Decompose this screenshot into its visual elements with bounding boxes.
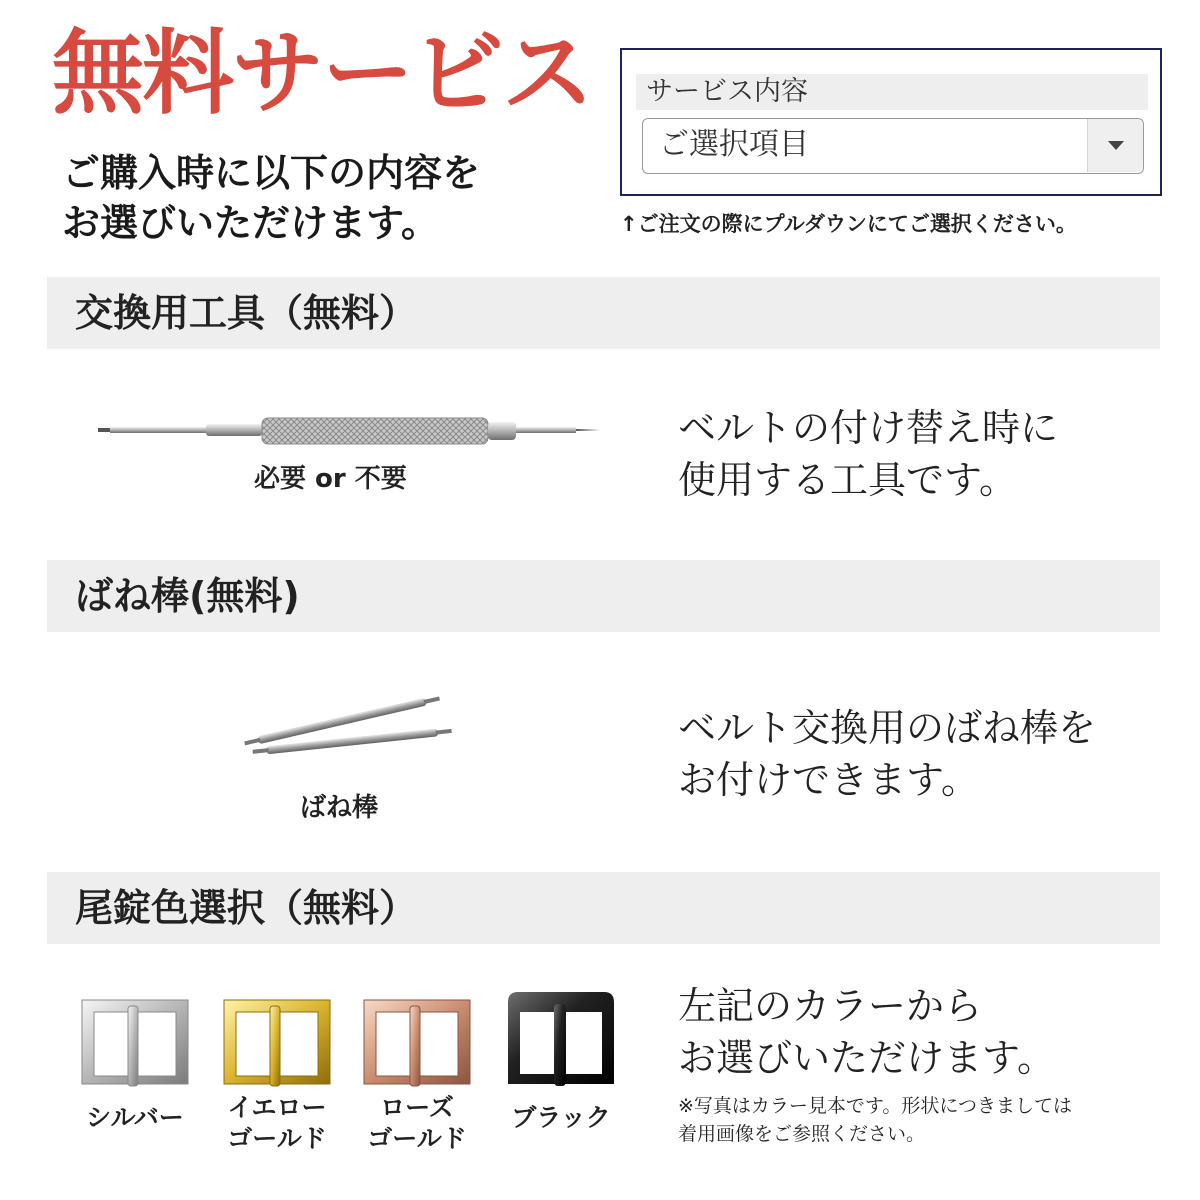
buckle-note-line1: ※写真はカラー見本です。形状につきましては	[678, 1095, 1073, 1117]
springbar-description-line2: お付けできます。	[678, 758, 979, 802]
buckle-option-black-line1: ブラック	[511, 1103, 611, 1132]
buckle-option-silver	[76, 1102, 194, 1133]
buckle-black-image	[500, 988, 622, 1092]
buckle-note	[678, 1092, 1072, 1148]
hero-subtitle-line1: ご購入時に以下の内容を	[62, 151, 481, 195]
buckle-yellow-gold-image	[218, 996, 336, 1092]
buckle-option-rose-gold-line1: ローズ	[380, 1093, 454, 1122]
buckle-option-rose-gold-line2: ゴールド	[367, 1124, 467, 1153]
section-title-buckle: 尾錠色選択（無料）	[75, 886, 418, 930]
springbar-description-line1: ベルト交換用のばね棒を	[678, 706, 1097, 750]
buckle-note-line2: 着用画像をご参照ください。	[678, 1123, 926, 1145]
hero-title: 無料サービス	[52, 20, 593, 127]
section-bar-buckle	[47, 872, 1160, 944]
chevron-down-icon[interactable]	[1087, 119, 1143, 172]
service-select-value: ご選択項目	[659, 127, 809, 162]
springbar-description	[678, 702, 1096, 806]
buckle-description-line2: お選びいただけます。	[678, 1036, 1055, 1080]
buckle-description-line1: 左記のカラーから	[678, 984, 983, 1028]
springbar-caption: ばね棒	[300, 793, 379, 823]
buckle-option-yellow-gold	[212, 1092, 342, 1154]
section-title-tool: 交換用工具（無料）	[75, 291, 418, 335]
spring-bars-image	[236, 680, 456, 770]
order-note: ↑ご注文の際にプルダウンにてご選択ください。	[620, 212, 1077, 236]
buckle-option-silver-line1: シルバー	[86, 1103, 184, 1132]
tool-caption: 必要 or 不要	[254, 464, 407, 494]
buckle-option-rose-gold	[352, 1092, 482, 1154]
tool-description	[678, 402, 1058, 506]
service-selection-box	[620, 48, 1162, 196]
spring-bar-tool-image	[96, 410, 602, 454]
service-select[interactable]	[642, 118, 1144, 174]
tool-description-line1: ベルトの付け替え時に	[678, 406, 1059, 450]
section-bar-tool	[47, 277, 1160, 349]
tool-description-line2: 使用する工具です。	[678, 458, 1017, 502]
buckle-description	[678, 980, 1055, 1084]
buckle-silver-image	[76, 996, 194, 1092]
buckle-option-black	[494, 1102, 628, 1133]
hero-subtitle-line2: お選びいただけます。	[62, 201, 439, 245]
section-bar-springbar	[47, 560, 1160, 632]
buckle-option-yellow-gold-line1: イエロー	[227, 1093, 327, 1122]
service-label: サービス内容	[636, 74, 1148, 110]
section-title-springbar: ばね棒(無料)	[75, 574, 300, 618]
buckle-rose-gold-image	[358, 996, 476, 1092]
hero-subtitle	[62, 148, 480, 248]
buckle-option-yellow-gold-line2: ゴールド	[227, 1124, 327, 1153]
